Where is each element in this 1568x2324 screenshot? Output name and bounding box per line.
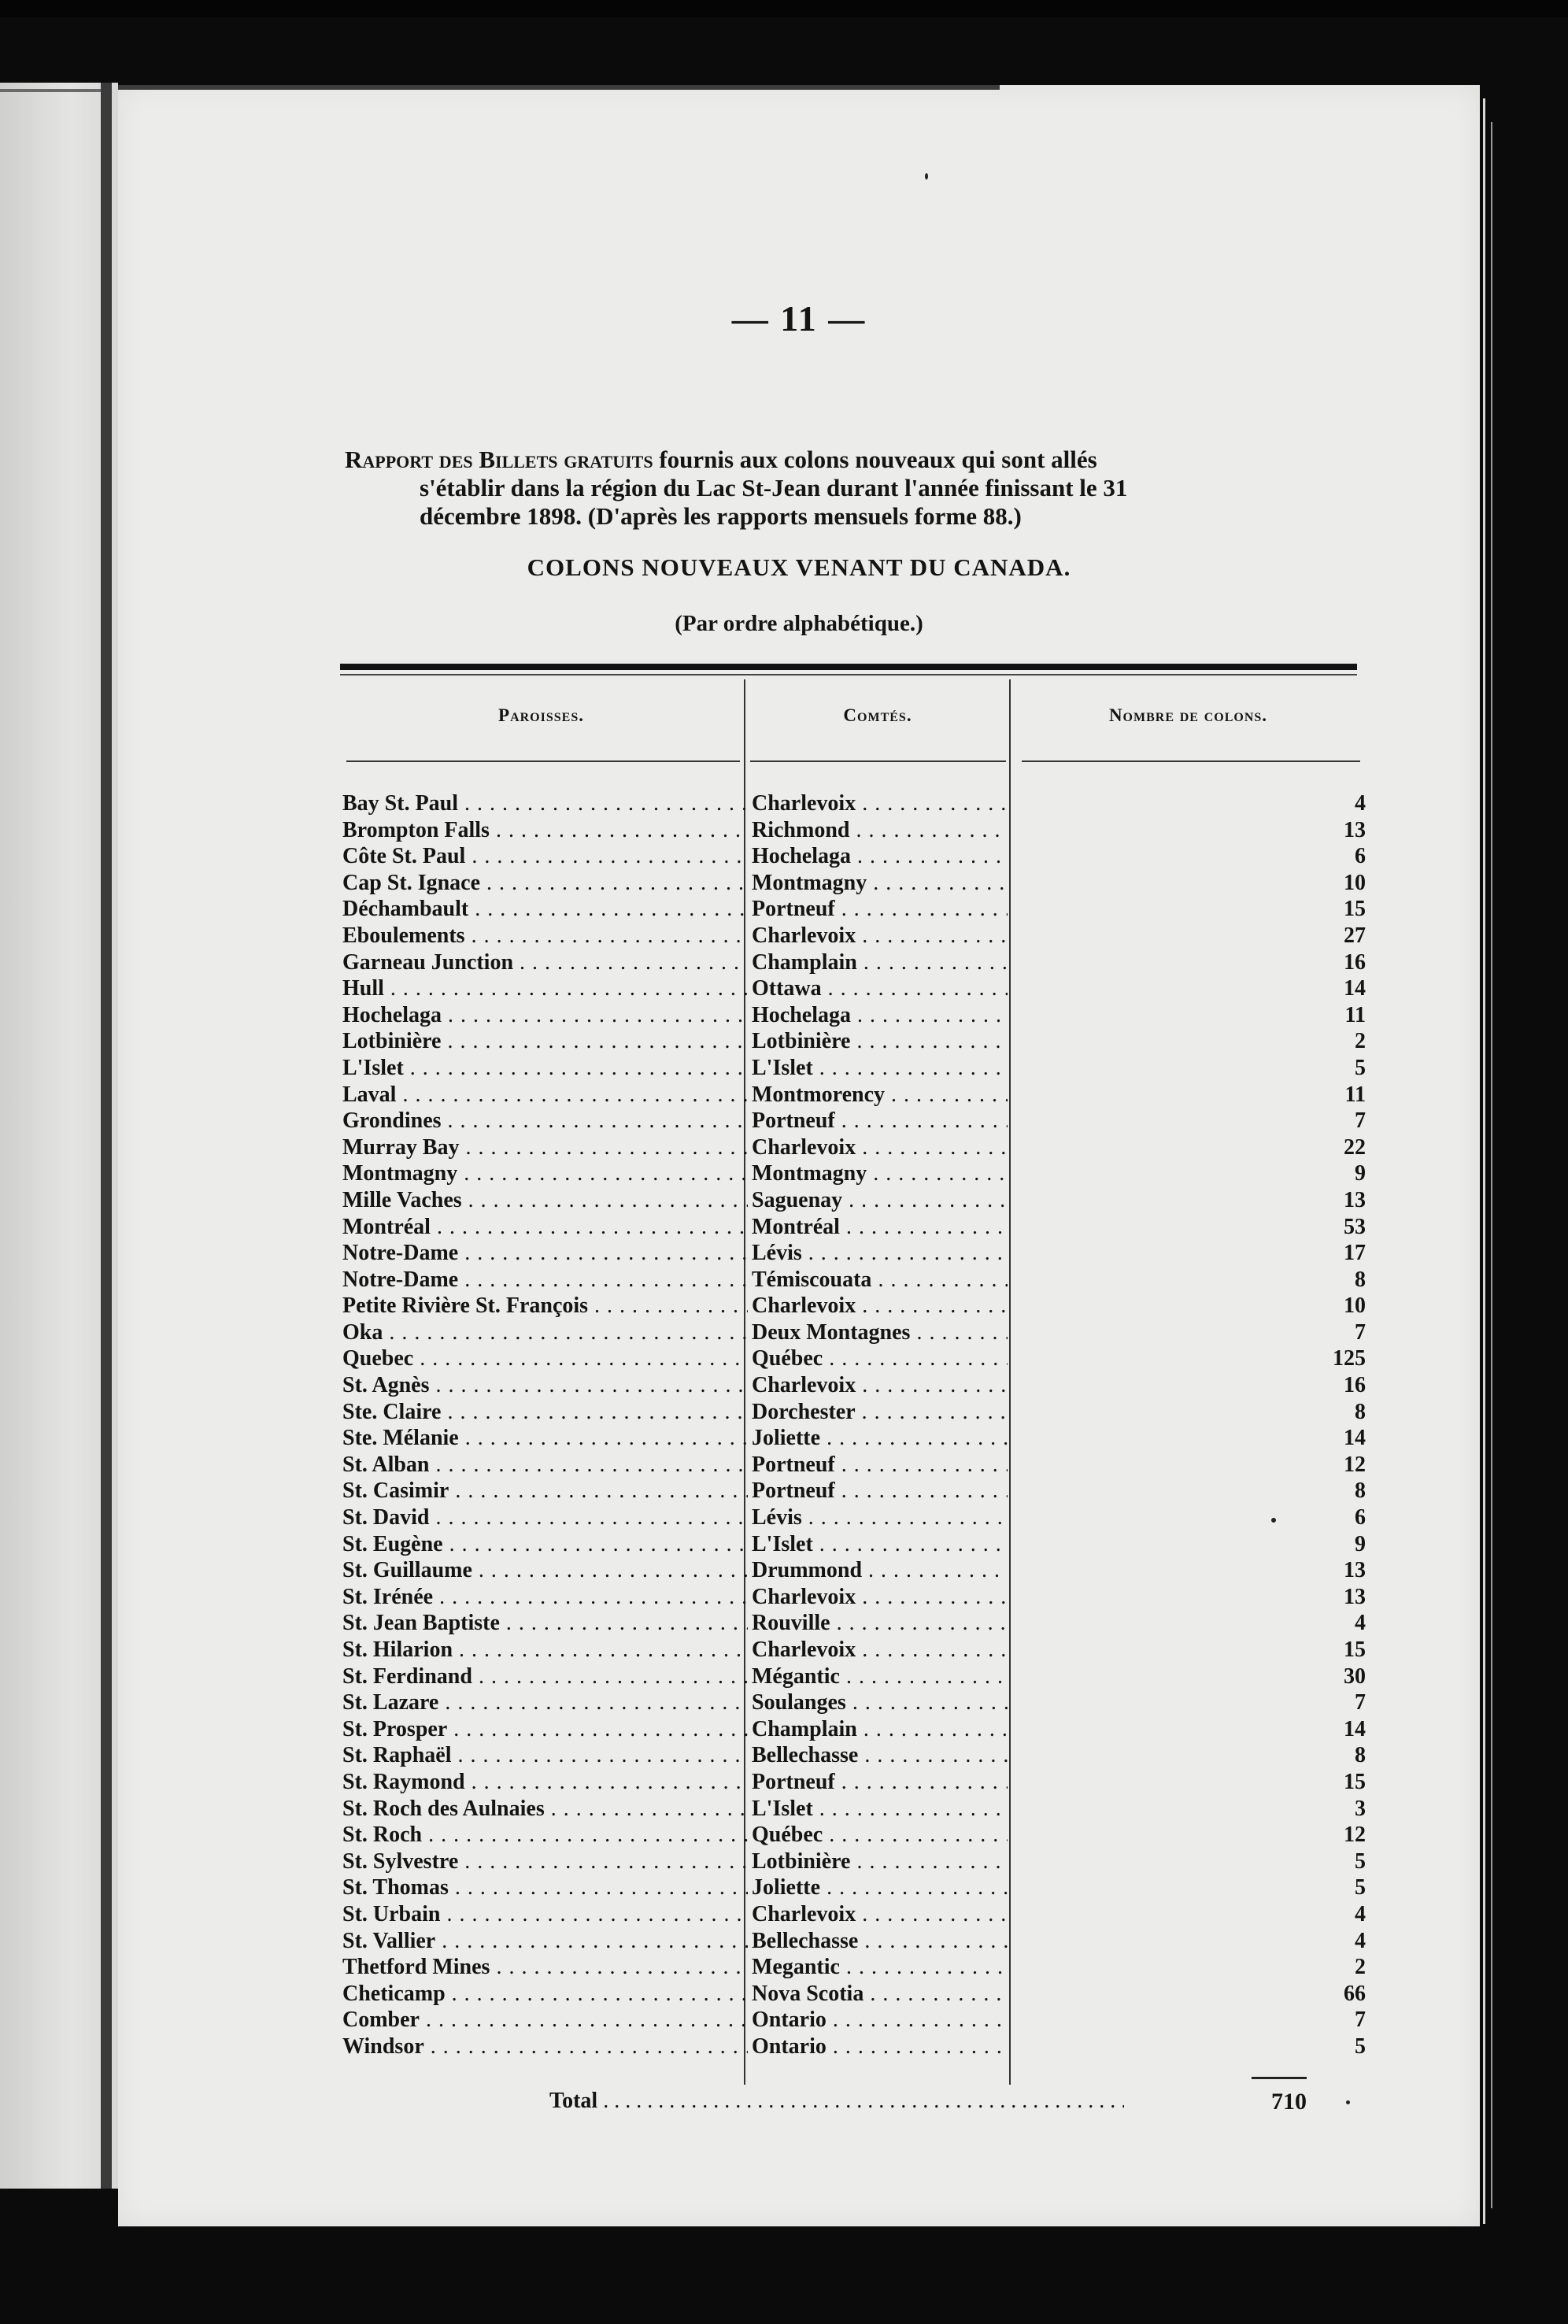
table-row <box>342 2007 1366 2034</box>
comte-cell: Portneuf . . . <box>752 1769 1008 1796</box>
header-comtes: Comtés. <box>843 705 912 725</box>
nombre-cell: 8 <box>1355 1267 1366 1292</box>
table-row <box>342 870 1366 897</box>
table-row <box>342 1610 1366 1637</box>
nombre-cell: 8 <box>1355 1478 1366 1504</box>
nombre-cell: 15 <box>1344 1769 1366 1794</box>
paroisse-cell: St. Urbain . . . <box>342 1901 748 1928</box>
nombre-cell: 13 <box>1344 817 1366 842</box>
comte-cell: Dorchester . . . <box>752 1399 1008 1426</box>
table-row <box>342 1716 1366 1743</box>
paroisse-cell: Grondines . . . <box>342 1108 748 1134</box>
table-row <box>342 1214 1366 1241</box>
speck <box>1271 1518 1276 1523</box>
table-row <box>342 790 1366 817</box>
paroisse-cell: St. Casimir . . . <box>342 1478 748 1504</box>
film-border-top <box>0 0 1568 17</box>
paroisse-cell: Notre-Dame . . . <box>342 1267 748 1293</box>
paroisse-cell: St. Prosper . . . <box>342 1716 748 1743</box>
table-row <box>342 1267 1366 1293</box>
paroisse-cell: St. Ferdinand . . . <box>342 1663 748 1690</box>
paroisse-cell: St. Agnès . . . <box>342 1372 748 1399</box>
table-row <box>342 1584 1366 1611</box>
page-edge-line <box>1491 122 1492 2208</box>
table-row <box>342 1531 1366 1558</box>
table-row <box>342 1769 1366 1796</box>
paroisse-cell: St. Lazare . . . <box>342 1689 748 1716</box>
comte-cell: Québec . . . <box>752 1345 1008 1372</box>
paroisse-cell: Thetford Mines . . . <box>342 1954 748 1981</box>
paroisse-cell: Petite Rivière St. François . . . <box>342 1293 748 1319</box>
table-row <box>342 843 1366 870</box>
comte-cell: Témiscouata . . . <box>752 1267 1008 1293</box>
nombre-cell: 7 <box>1355 1108 1366 1134</box>
film-border-right <box>1480 75 1568 2248</box>
nombre-cell: 10 <box>1344 1293 1366 1319</box>
previous-page-edge <box>0 83 118 2189</box>
table-body <box>342 790 1366 2060</box>
comte-cell: Charlevoix . . . <box>752 923 1008 949</box>
table-row <box>342 1689 1366 1716</box>
comte-cell: Charlevoix . . . <box>752 1134 1008 1161</box>
comte-cell: Drummond . . . <box>752 1557 1008 1584</box>
table-row <box>342 1425 1366 1452</box>
header-rule <box>346 760 740 762</box>
table-row <box>342 1981 1366 2008</box>
nombre-cell: 12 <box>1344 1452 1366 1477</box>
paroisse-cell: St. David . . . <box>342 1504 748 1531</box>
nombre-cell: 15 <box>1344 897 1366 922</box>
table-row <box>342 1742 1366 1769</box>
table-top-rule <box>340 664 1357 670</box>
comte-cell: Lotbinière . . . <box>752 1848 1008 1875</box>
nombre-cell: 4 <box>1355 791 1366 816</box>
comte-cell: Joliette . . . <box>752 1425 1008 1452</box>
nombre-cell: 13 <box>1344 1187 1366 1212</box>
table-row <box>342 1557 1366 1584</box>
paroisse-cell: Windsor . . . <box>342 2034 748 2060</box>
comte-cell: Joliette . . . <box>752 1874 1008 1901</box>
comte-cell: Lévis . . . <box>752 1504 1008 1531</box>
paroisse-cell: Mille Vaches . . . <box>342 1187 748 1214</box>
nombre-cell: 7 <box>1355 1690 1366 1715</box>
table-row <box>342 1399 1366 1426</box>
nombre-cell: 15 <box>1344 1638 1366 1662</box>
table-row <box>342 1504 1366 1531</box>
paroisse-cell: St. Eugène . . . <box>342 1531 748 1558</box>
heading-line-3: décembre 1898. (D'après les rapports mensuels forme 88.) <box>420 502 1022 530</box>
table-row <box>342 1160 1366 1187</box>
nombre-cell: 125 <box>1333 1346 1366 1371</box>
table-row <box>342 923 1366 949</box>
comte-cell: Deux Montagnes . . . <box>752 1319 1008 1346</box>
paroisse-cell: Oka . . . <box>342 1319 748 1346</box>
paroisse-cell: Notre-Dame . . . <box>342 1240 748 1267</box>
table-row <box>342 1452 1366 1478</box>
nombre-cell: 5 <box>1355 2034 1366 2059</box>
table-top-rule-thin <box>340 674 1357 675</box>
nombre-cell: 7 <box>1355 1319 1366 1345</box>
comte-cell: Charlevoix . . . <box>752 1901 1008 1928</box>
paroisse-cell: St. Raymond . . . <box>342 1769 748 1796</box>
nombre-cell: 2 <box>1355 1029 1366 1054</box>
page-edge-line <box>0 89 102 92</box>
page-top-line <box>118 85 1000 90</box>
header-rule <box>750 760 1006 762</box>
nombre-cell: 13 <box>1344 1584 1366 1609</box>
table-row <box>342 949 1366 976</box>
paroisse-cell: St. Alban . . . <box>342 1452 748 1478</box>
comte-cell: Bellechasse . . . <box>752 1742 1008 1769</box>
table-row <box>342 1293 1366 1319</box>
paroisse-cell: Hull . . . <box>342 975 748 1002</box>
paroisse-cell: L'Islet . . . <box>342 1055 748 1082</box>
paroisse-cell: St. Irénée . . . <box>342 1584 748 1611</box>
comte-cell: Charlevoix . . . <box>752 790 1008 817</box>
table-row <box>342 1874 1366 1901</box>
table-row <box>342 1954 1366 1981</box>
comte-cell: Ottawa . . . <box>752 975 1008 1002</box>
comte-cell: Mégantic . . . <box>752 1663 1008 1690</box>
table-row <box>342 1345 1366 1372</box>
comte-cell: Portneuf . . . <box>752 1478 1008 1504</box>
comte-cell: Lévis . . . <box>752 1240 1008 1267</box>
heading-line-1: fournis aux colons nouveaux qui sont allés <box>653 446 1097 473</box>
comte-cell: Champlain . . . <box>752 1716 1008 1743</box>
nombre-cell: 6 <box>1355 1505 1366 1530</box>
table-row <box>342 1848 1366 1875</box>
comte-cell: Charlevoix . . . <box>752 1584 1008 1611</box>
table-row <box>342 975 1366 1002</box>
header-paroisses: Paroisses. <box>498 705 584 725</box>
comte-cell: Charlevoix . . . <box>752 1372 1008 1399</box>
table-row <box>342 1319 1366 1346</box>
comte-cell: L'Islet . . . <box>752 1055 1008 1082</box>
paroisse-cell: Côte St. Paul . . . <box>342 843 748 870</box>
comte-cell: Ontario . . . <box>752 2034 1008 2060</box>
comte-cell: Richmond . . . <box>752 817 1008 844</box>
paroisse-cell: Ste. Mélanie . . . <box>342 1425 748 1452</box>
table-row <box>342 1663 1366 1690</box>
paroisse-cell: Bay St. Paul . . . <box>342 790 748 817</box>
document-page <box>118 85 1480 2226</box>
nombre-cell: 5 <box>1355 1848 1366 1874</box>
table-row <box>342 1478 1366 1504</box>
nombre-cell: 66 <box>1344 1981 1366 2006</box>
report-heading <box>345 446 1376 531</box>
paroisse-cell: Déchambault . . . <box>342 896 748 923</box>
paroisse-cell: St. Roch . . . <box>342 1822 748 1848</box>
paroisse-cell: St. Thomas . . . <box>342 1874 748 1901</box>
nombre-cell: 12 <box>1344 1823 1366 1848</box>
comte-cell: Portneuf . . . <box>752 1452 1008 1478</box>
comte-cell: Champlain . . . <box>752 949 1008 976</box>
nombre-cell: 3 <box>1355 1796 1366 1821</box>
nombre-cell: 16 <box>1344 949 1366 975</box>
page-number: — 11 — <box>731 298 867 339</box>
nombre-cell: 9 <box>1355 1531 1366 1556</box>
comte-cell: L'Islet . . . <box>752 1796 1008 1823</box>
table-row <box>342 1822 1366 1848</box>
header-nombre: Nombre de colons. <box>1108 705 1268 725</box>
heading-lead: Rapport des Billets gratuits <box>345 446 653 473</box>
nombre-cell: 11 <box>1344 1082 1366 1107</box>
table-row <box>342 1108 1366 1134</box>
comte-cell: Rouville . . . <box>752 1610 1008 1637</box>
nombre-cell: 10 <box>1344 870 1366 895</box>
paroisse-cell: Quebec . . . <box>342 1345 748 1372</box>
comte-cell: Portneuf . . . <box>752 896 1008 923</box>
section-title: COLONS NOUVEAUX VENANT DU CANADA. <box>527 553 1071 581</box>
comte-cell: Montmagny . . . <box>752 1160 1008 1187</box>
table-row <box>342 1002 1366 1029</box>
nombre-cell: 11 <box>1344 1002 1366 1027</box>
table-row <box>342 1901 1366 1928</box>
table-row <box>342 1082 1366 1108</box>
table-row <box>342 1240 1366 1267</box>
table-row <box>342 1928 1366 1955</box>
nombre-cell: 2 <box>1355 1955 1366 1980</box>
paroisse-cell: Montmagny . . . <box>342 1160 748 1187</box>
speck <box>925 173 928 179</box>
paroisse-cell: St. Jean Baptiste . . . <box>342 1610 748 1637</box>
nombre-cell: 8 <box>1355 1399 1366 1424</box>
table-row <box>342 817 1366 844</box>
comte-cell: Hochelaga . . . <box>752 843 1008 870</box>
table-row <box>342 1796 1366 1823</box>
table-row <box>342 1372 1366 1399</box>
paroisse-cell: St. Guillaume . . . <box>342 1557 748 1584</box>
total-label: Total . . . <box>549 2089 1124 2114</box>
nombre-cell: 9 <box>1355 1161 1366 1186</box>
nombre-cell: 8 <box>1355 1743 1366 1768</box>
comte-cell: Québec . . . <box>752 1822 1008 1848</box>
nombre-cell: 6 <box>1355 844 1366 869</box>
paroisse-cell: Murray Bay . . . <box>342 1134 748 1161</box>
table-row <box>342 1637 1366 1663</box>
table-row <box>342 1134 1366 1161</box>
nombre-cell: 22 <box>1344 1134 1366 1160</box>
comte-cell: Charlevoix . . . <box>752 1637 1008 1663</box>
paroisse-cell: Ste. Claire . . . <box>342 1399 748 1426</box>
paroisse-cell: St. Vallier . . . <box>342 1928 748 1955</box>
total-rule <box>1252 2077 1307 2079</box>
nombre-cell: 14 <box>1344 976 1366 1001</box>
nombre-cell: 17 <box>1344 1241 1366 1266</box>
paroisse-cell: St. Hilarion . . . <box>342 1637 748 1663</box>
paroisse-cell: Hochelaga . . . <box>342 1002 748 1029</box>
paroisse-cell: St. Raphaël . . . <box>342 1742 748 1769</box>
nombre-cell: 53 <box>1344 1214 1366 1239</box>
table-row <box>342 1187 1366 1214</box>
speck <box>1346 2100 1350 2104</box>
header-rule <box>1022 760 1360 762</box>
paroisse-cell: Cheticamp . . . <box>342 1981 748 2008</box>
comte-cell: Ontario . . . <box>752 2007 1008 2034</box>
comte-cell: Lotbinière . . . <box>752 1028 1008 1055</box>
nombre-cell: 4 <box>1355 1928 1366 1953</box>
paroisse-cell: Garneau Junction . . . <box>342 949 748 976</box>
comte-cell: Portneuf . . . <box>752 1108 1008 1134</box>
heading-line-2: s'établir dans la région du Lac St-Jean durant l'année finissant le 31 <box>420 474 1128 501</box>
comte-cell: Montmorency . . . <box>752 1082 1008 1108</box>
comte-cell: Soulanges . . . <box>752 1689 1008 1716</box>
paroisse-cell: St. Roch des Aulnaies . . . <box>342 1796 748 1823</box>
order-note: (Par ordre alphabétique.) <box>675 611 923 636</box>
comte-cell: Charlevoix . . . <box>752 1293 1008 1319</box>
nombre-cell: 30 <box>1344 1663 1366 1689</box>
table-row <box>342 2034 1366 2060</box>
paroisse-cell: Cap St. Ignace . . . <box>342 870 748 897</box>
nombre-cell: 7 <box>1355 2008 1366 2033</box>
page-edge-line <box>1483 98 1485 2224</box>
nombre-cell: 5 <box>1355 1875 1366 1900</box>
comte-cell: Saguenay . . . <box>752 1187 1008 1214</box>
paroisse-cell: St. Sylvestre . . . <box>342 1848 748 1875</box>
binding-edge <box>101 83 112 2189</box>
comte-cell: Montréal . . . <box>752 1214 1008 1241</box>
total-value: 710 <box>1271 2089 1307 2115</box>
nombre-cell: 13 <box>1344 1558 1366 1583</box>
comte-cell: Megantic . . . <box>752 1954 1008 1981</box>
nombre-cell: 14 <box>1344 1426 1366 1451</box>
comte-cell: Hochelaga . . . <box>752 1002 1008 1029</box>
comte-cell: Bellechasse . . . <box>752 1928 1008 1955</box>
paroisse-cell: Eboulements . . . <box>342 923 748 949</box>
nombre-cell: 16 <box>1344 1373 1366 1398</box>
comte-cell: L'Islet . . . <box>752 1531 1008 1558</box>
nombre-cell: 4 <box>1355 1901 1366 1926</box>
paroisse-cell: Lotbinière . . . <box>342 1028 748 1055</box>
table-row <box>342 1028 1366 1055</box>
table-row <box>342 896 1366 923</box>
comte-cell: Montmagny . . . <box>752 870 1008 897</box>
paroisse-cell: Brompton Falls . . . <box>342 817 748 844</box>
nombre-cell: 5 <box>1355 1055 1366 1080</box>
paroisse-cell: Laval . . . <box>342 1082 748 1108</box>
nombre-cell: 4 <box>1355 1611 1366 1636</box>
comte-cell: Nova Scotia . . . <box>752 1981 1008 2008</box>
nombre-cell: 27 <box>1344 923 1366 948</box>
nombre-cell: 14 <box>1344 1716 1366 1741</box>
paroisse-cell: Montréal . . . <box>342 1214 748 1241</box>
table-row <box>342 1055 1366 1082</box>
paroisse-cell: Comber . . . <box>342 2007 748 2034</box>
